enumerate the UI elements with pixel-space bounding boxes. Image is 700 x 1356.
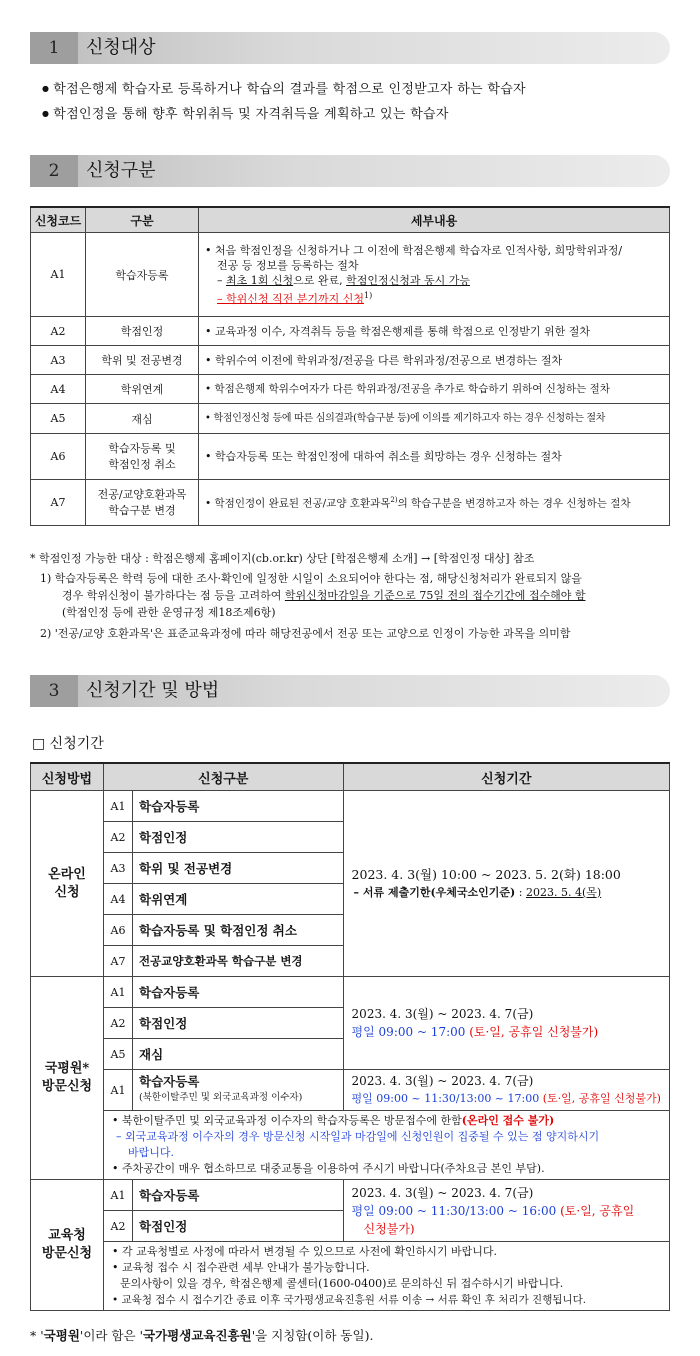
section3-header: [30, 675, 670, 707]
row-type: 학위연계: [86, 375, 199, 404]
footnote: [30, 1326, 373, 1344]
item-code: A2: [104, 1008, 133, 1039]
method-line: 교육청: [48, 1228, 86, 1243]
underlined-text: 학점인정신청과 동시 가능: [346, 273, 471, 287]
table-header-row: [31, 207, 670, 233]
method-line: 방문신청: [41, 1246, 93, 1261]
office-period: 2023. 4. 3(월) ~ 2023. 4. 7(금): [351, 1185, 534, 1200]
item-name: 전공교양호환과목 학습구분 변경: [133, 946, 344, 977]
col-header-period: 신청기간: [343, 763, 669, 791]
note-line: 문의사항이 있을 경우, 학점은행제 콜센터(1600-0400)로 문의하신 뒤 접수하시기 바랍니다.: [120, 1277, 564, 1290]
item-name: 학점인정: [133, 1211, 344, 1242]
bold-text: 국평원: [43, 1328, 80, 1343]
nile-hours: [352, 1023, 668, 1041]
row-type: 재심: [86, 404, 199, 434]
office-hours: [352, 1202, 668, 1220]
deadline-date: 2023. 5. 4(목): [525, 885, 602, 899]
underlined-text: 학위신청마감일을 기준으로 75일 전의 접수기간에 접수해야 함: [284, 589, 586, 602]
table-row: [31, 1180, 670, 1211]
office-period-cell: [343, 1180, 669, 1242]
deadline-label: – 서류 제출기한(우체국소인기준): [353, 885, 516, 899]
item-name: 학습자등록: [133, 977, 344, 1008]
col-header-code: 신청코드: [31, 207, 86, 233]
section1-bullet-2: ● 학점인정을 통해 향후 학위취득 및 자격취득을 계획하고 있는 학습자: [42, 103, 449, 122]
table-header-row: [31, 763, 670, 791]
table-row: [31, 1070, 670, 1111]
text: 의 학습구분을 변경하고자 하는 경우 신청하는 절차: [397, 497, 631, 510]
type-line: 전공/교양호환과목: [97, 487, 187, 501]
method-line: 신청: [54, 884, 80, 900]
table-row: [31, 480, 670, 526]
item-code: A1: [104, 1070, 133, 1111]
text: '을 지칭함(이하 동일).: [251, 1328, 374, 1343]
type-line: 학습자등록 및: [108, 441, 176, 455]
item-name: 재심: [133, 1039, 344, 1070]
footnote-ref: 1): [364, 290, 373, 300]
item-name: 학위 및 전공변경: [133, 853, 344, 884]
item-code: A4: [104, 884, 133, 915]
item-code: A5: [104, 1039, 133, 1070]
underlined-text: 최초 1회 신청: [226, 273, 294, 287]
col-header-detail: 세부내용: [199, 207, 670, 233]
table-row: [31, 791, 670, 822]
method-visit-nile: [31, 977, 104, 1180]
table-row: [31, 375, 670, 404]
method-online: [31, 791, 104, 977]
table-row: [31, 977, 670, 1008]
text: '이라 함은 ': [79, 1328, 144, 1343]
note-line: • 각 교육청별로 사정에 따라서 변경될 수 있으므로 사전에 확인하시기 바랍니다.: [112, 1245, 497, 1258]
row-detail: • 학점인정신청 등에 따른 심의결과(학습구분 등)에 이의를 제기하고자 하는 경우 신청하는 절차: [199, 404, 670, 434]
row-code: A3: [31, 346, 86, 375]
table-row: [31, 1111, 670, 1180]
section2-title: 신청구분: [86, 160, 156, 181]
item-name: 학점인정: [133, 822, 344, 853]
red-underlined-text: – 학위신청 직전 분기까지 신청: [217, 292, 364, 306]
section2-header: [30, 155, 670, 187]
nile-period2: 2023. 4. 3(월) ~ 2023. 4. 7(금): [351, 1074, 534, 1088]
row-type: 학위 및 전공변경: [86, 346, 199, 375]
detail-subline: [205, 273, 663, 288]
detail-subline-red: [205, 288, 663, 307]
col-header-method: 신청방법: [31, 763, 104, 791]
method-line: 온라인: [48, 866, 86, 882]
item-code: A1: [104, 1180, 133, 1211]
text: :: [515, 885, 526, 899]
item-name-sub: (북한이탈주민 및 외국교육과정 이수자): [139, 1092, 303, 1103]
bold-text: 국가평생교육진흥원: [143, 1328, 252, 1343]
application-period-table: [30, 762, 670, 1311]
section2-number: 2: [30, 155, 78, 187]
row-type: 학습자등록: [86, 233, 199, 317]
item-code: A1: [104, 977, 133, 1008]
hours: 평일 09:00 ~ 11:30/13:00 ~ 17:00: [351, 1092, 540, 1105]
hours-note: 신청불가): [363, 1221, 415, 1236]
method-line: 방문신청: [41, 1079, 93, 1094]
row-type: [86, 480, 199, 526]
type-line: 학점인정 취소: [108, 457, 176, 471]
hours-note: (토·일, 공휴일 신청불가): [539, 1092, 661, 1105]
row-detail: • 교육과정 이수, 자격취득 등을 학점은행제를 통해 학점으로 인정받기 위한 절차: [199, 317, 670, 346]
row-code: A7: [31, 480, 86, 526]
table-row: [31, 404, 670, 434]
item-name: 학습자등록: [133, 791, 344, 822]
dash: –: [217, 273, 226, 287]
item-code: A1: [104, 791, 133, 822]
item-name: 학점인정: [133, 1008, 344, 1039]
online-period-cell: [343, 791, 669, 977]
table-row: [31, 1242, 670, 1311]
row-detail: • 학점은행제 학위수여자가 다른 학위과정/전공을 추가로 학습하기 위하여 신청하는 절차: [199, 375, 670, 404]
detail-line: • 처음 학점인정을 신청하거나 그 이전에 학점은행제 학습자로 인적사항, 희망학위과정/: [205, 243, 623, 257]
row-code: A6: [31, 434, 86, 480]
method-line: 국평원*: [44, 1061, 90, 1076]
text: 경우 학위신청이 불가하다는 점 등을 고려하여: [62, 589, 285, 602]
application-type-table: [30, 206, 670, 526]
nile-period2-cell: [343, 1070, 669, 1111]
item-name: 학위연계: [133, 884, 344, 915]
item-code: A7: [104, 946, 133, 977]
row-type: [86, 434, 199, 480]
hours-note: (토·일, 공휴일 신청불가): [465, 1025, 599, 1039]
item-code: A2: [104, 822, 133, 853]
nile-period: 2023. 4. 3(월) ~ 2023. 4. 7(금): [351, 1007, 534, 1021]
item-code: A3: [104, 853, 133, 884]
text: * ': [30, 1328, 44, 1343]
section1-title: 신청대상: [86, 37, 156, 58]
row-detail: [199, 480, 670, 526]
item-name: 학습자등록: [133, 1180, 344, 1211]
nile-notes: [104, 1111, 670, 1180]
note-line: • 교육청 접수 시 접수관련 세부 안내가 불가능합니다.: [112, 1261, 370, 1274]
row-detail: • 학위수여 이전에 학위과정/전공을 다른 학위과정/전공으로 변경하는 절차: [199, 346, 670, 375]
method-visit-office: [31, 1180, 104, 1311]
table-row: [31, 346, 670, 375]
item-name: [133, 1070, 344, 1111]
section1-number: 1: [30, 32, 78, 64]
hours-note: (토·일, 공휴일: [556, 1203, 635, 1218]
section1-bullet-1: ● 학점은행제 학습자로 등록하거나 학습의 결과를 학점으로 인정받고자 하는 학습자: [42, 78, 526, 97]
hours: 평일 09:00 ~ 17:00: [351, 1025, 466, 1039]
row-detail: • 학습자등록 또는 학점인정에 대하여 취소를 희망하는 경우 신청하는 절차: [199, 434, 670, 480]
note-line: [112, 1113, 661, 1129]
row-type: 학점인정: [86, 317, 199, 346]
row-code: A2: [31, 317, 86, 346]
table-row: [31, 233, 670, 317]
note-asterisk: * 학점인정 가능한 대상 : 학점은행제 홈페이지(cb.or.kr) 상단 [학점은행제 소개] → [학점인정 대상] 참조: [30, 552, 535, 565]
table-row: [31, 434, 670, 480]
section1-header: [30, 32, 670, 64]
note-1-line3: (학점인정 등에 관한 운영규정 제18조제6항): [62, 606, 276, 619]
note-line-blue: 바랍니다.: [128, 1146, 175, 1159]
note-line: • 주차공간이 매우 협소하므로 대중교통을 이용하여 주시기 바랍니다(주차요금 본인 부담).: [112, 1162, 545, 1175]
row-detail: [199, 233, 670, 317]
text: • 학점인정이 완료된 전공/교양 호환과목: [205, 497, 391, 510]
hours: 평일 09:00 ~ 11:30/13:00 ~ 16:00: [351, 1203, 557, 1218]
note-1-line2: [62, 588, 586, 604]
office-notes: [104, 1242, 670, 1311]
row-code: A4: [31, 375, 86, 404]
online-deadline: [352, 884, 668, 902]
col-header-type: 구분: [86, 207, 199, 233]
item-name-main: 학습자등록: [139, 1074, 200, 1089]
nile-period-cell: [343, 977, 669, 1070]
footnote-ref: 2): [390, 496, 398, 505]
note-2: 2) '전공/교양 호환과목'은 표준교육과정에 따라 해당전공에서 전공 또는 교양으로 인정이 가능한 과목을 의미함: [40, 627, 571, 640]
note-line: • 교육청 접수 시 접수기간 종료 이후 국가평생교육진흥원 서류 이송 → 서류 확인 후 처리가 진행됩니다.: [112, 1294, 587, 1306]
subsection-heading: □ 신청기간: [32, 736, 104, 752]
note-1: 1) 학습자등록은 학력 등에 대한 조사·확인에 일정한 시일이 소요되어야 한다는 점, 해당신청처리가 완료되지 않을: [40, 572, 582, 585]
detail-line: 전공 등 정보를 등록하는 절차: [217, 258, 359, 272]
text: 으로 완료,: [293, 273, 347, 287]
row-code: A5: [31, 404, 86, 434]
item-name: 학습자등록 및 학점인정 취소: [133, 915, 344, 946]
note-line-blue: – 외국교육과정 이수자의 경우 방문신청 시작일과 마감일에 신청인원이 집중될 수 있는 점 양지하시기: [116, 1130, 600, 1143]
section3-title: 신청기간 및 방법: [86, 680, 220, 701]
section3-number: 3: [30, 675, 78, 707]
text: • 북한이탈주민 및 외국교육과정 이수자의 학습자등록은 방문접수에 한함: [112, 1114, 462, 1127]
table-row: [31, 317, 670, 346]
item-code: A6: [104, 915, 133, 946]
nile-hours2: [352, 1090, 668, 1108]
col-header-type: 신청구분: [104, 763, 344, 791]
item-code: A2: [104, 1211, 133, 1242]
online-period: 2023. 4. 3(월) 10:00 ~ 2023. 5. 2(화) 18:00: [351, 866, 621, 882]
red-bold-text: (온라인 접수 불가): [461, 1114, 555, 1127]
row-code: A1: [31, 233, 86, 317]
type-line: 학습구분 변경: [108, 503, 176, 517]
